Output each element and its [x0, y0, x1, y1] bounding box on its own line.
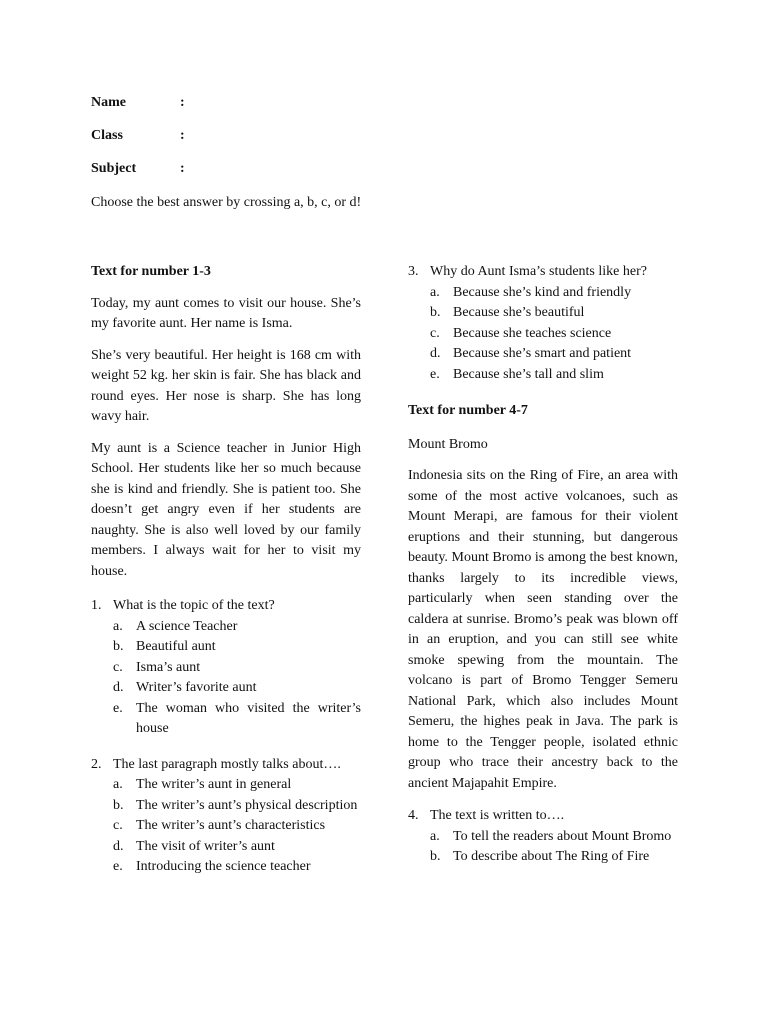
option-e[interactable]: [113, 857, 361, 878]
option-text: The visit of writer’s aunt: [136, 838, 275, 854]
name-colon: :: [180, 95, 185, 110]
question-text: The last paragraph mostly talks about….: [113, 756, 341, 772]
subject-colon: :: [180, 161, 185, 176]
option-text: To describe about The Ring of Fire: [453, 849, 650, 864]
option-letter: a.: [113, 618, 123, 634]
question-1: [91, 596, 361, 740]
question-text: The text is written to….: [430, 808, 565, 823]
option-letter: a.: [113, 777, 123, 792]
option-letter: b.: [113, 797, 124, 813]
question-2: [91, 755, 361, 878]
option-e[interactable]: [430, 365, 678, 386]
option-text: The writer’s aunt’s characteristics: [136, 818, 326, 833]
option-letter: a.: [430, 284, 440, 300]
section-title-1-3: Text for number 1-3: [91, 264, 211, 279]
option-text: Because she’s smart and patient: [453, 346, 632, 361]
option-b[interactable]: [113, 796, 361, 817]
option-letter: b.: [113, 639, 124, 654]
option-letter: e.: [113, 859, 123, 874]
option-letter: e.: [113, 700, 123, 716]
option-letter: b.: [430, 305, 441, 320]
left-column: [91, 262, 361, 892]
question-number: 3.: [408, 264, 419, 279]
option-e[interactable]: [113, 699, 361, 740]
option-d[interactable]: [113, 837, 361, 858]
option-c[interactable]: [113, 816, 361, 837]
question-number: 4.: [408, 808, 419, 823]
question-text: Why do Aunt Isma’s students like her?: [430, 264, 647, 279]
option-text: Because she’s beautiful: [453, 305, 585, 320]
option-b[interactable]: [430, 303, 678, 324]
option-text: Beautiful aunt: [136, 639, 216, 654]
option-letter: d.: [113, 838, 124, 854]
passage-text: Indonesia sits on the Ring of Fire, an area with some of the most active volcanoes, such as Mount Merapi, are famous for their violent eruptions and their stunning, but dangerous beauty. Mount Bromo is among the best known, thanks largely to its incredible views, particularly when seen standing over the caldera at sunrise. Bromo’s peak was blown off in an eruption, and you can still see white smoke spewing from the mountain. The volcano is part of Bromo Tengger Semeru National Park, which also includes Mount Semeru, the highes peak in Java. The park is home to the Tengger people, isolated ethnic group who trace their ancestry back to the ancient Majapahit Empire.: [408, 468, 678, 791]
option-a[interactable]: [430, 283, 678, 304]
option-text: A science Teacher: [136, 618, 238, 634]
instruction-text: Choose the best answer by crossing a, b, c, or d!: [91, 195, 362, 210]
option-d[interactable]: [113, 678, 361, 699]
class-label: Class: [91, 128, 123, 143]
question-number: 1.: [91, 598, 102, 613]
option-text: The woman who visited the writer’s house: [136, 700, 361, 736]
option-letter: c.: [113, 818, 123, 833]
option-c[interactable]: [430, 324, 678, 345]
option-text: The writer’s aunt in general: [136, 777, 292, 792]
option-letter: a.: [430, 828, 440, 844]
option-letter: b.: [430, 849, 441, 864]
question-4: [408, 806, 678, 868]
option-text: Because she teaches science: [453, 325, 612, 341]
option-text: Because she’s kind and friendly: [453, 284, 632, 300]
option-a[interactable]: [430, 827, 678, 848]
option-letter: c.: [430, 325, 440, 341]
section-title-4-7: Text for number 4-7: [408, 403, 528, 418]
option-b[interactable]: [113, 637, 361, 658]
passage-title: Mount Bromo: [408, 436, 488, 452]
right-column: [408, 262, 678, 882]
option-letter: c.: [113, 659, 123, 675]
option-letter: d.: [113, 680, 124, 695]
option-text: Introducing the science teacher: [136, 859, 311, 874]
question-3: [408, 262, 678, 385]
question-text: What is the topic of the text?: [113, 598, 275, 613]
option-text: Writer’s favorite aunt: [136, 680, 257, 695]
option-text: Because she’s tall and slim: [453, 366, 604, 382]
option-a[interactable]: [113, 775, 361, 796]
option-a[interactable]: [113, 617, 361, 638]
option-text: Isma’s aunt: [136, 659, 201, 675]
paragraph-1: Today, my aunt comes to visit our house. She’s my favorite aunt. Her name is Isma.: [91, 295, 361, 331]
option-b[interactable]: [430, 847, 678, 868]
class-colon: :: [180, 128, 185, 143]
option-letter: e.: [430, 366, 440, 382]
option-c[interactable]: [113, 658, 361, 679]
option-text: To tell the readers about Mount Bromo: [453, 828, 672, 844]
option-d[interactable]: [430, 344, 678, 365]
option-letter: d.: [430, 346, 441, 361]
subject-label: Subject: [91, 161, 137, 176]
question-number: 2.: [91, 756, 102, 772]
paragraph-2: She’s very beautiful. Her height is 168 cm with weight 52 kg. her skin is fair. She has black and round eyes. Her nose is sharp. She has long wavy hair.: [91, 347, 361, 424]
paragraph-3: My aunt is a Science teacher in Junior High School. Her students like her so much because she is kind and friendly. She is patient too. She doesn’t get angry even if her students are naughty. She is also well loved by our family members. I always wait for her to visit my house.: [91, 440, 361, 579]
option-text: The writer’s aunt’s physical description: [136, 797, 358, 813]
name-label: Name: [91, 95, 126, 110]
